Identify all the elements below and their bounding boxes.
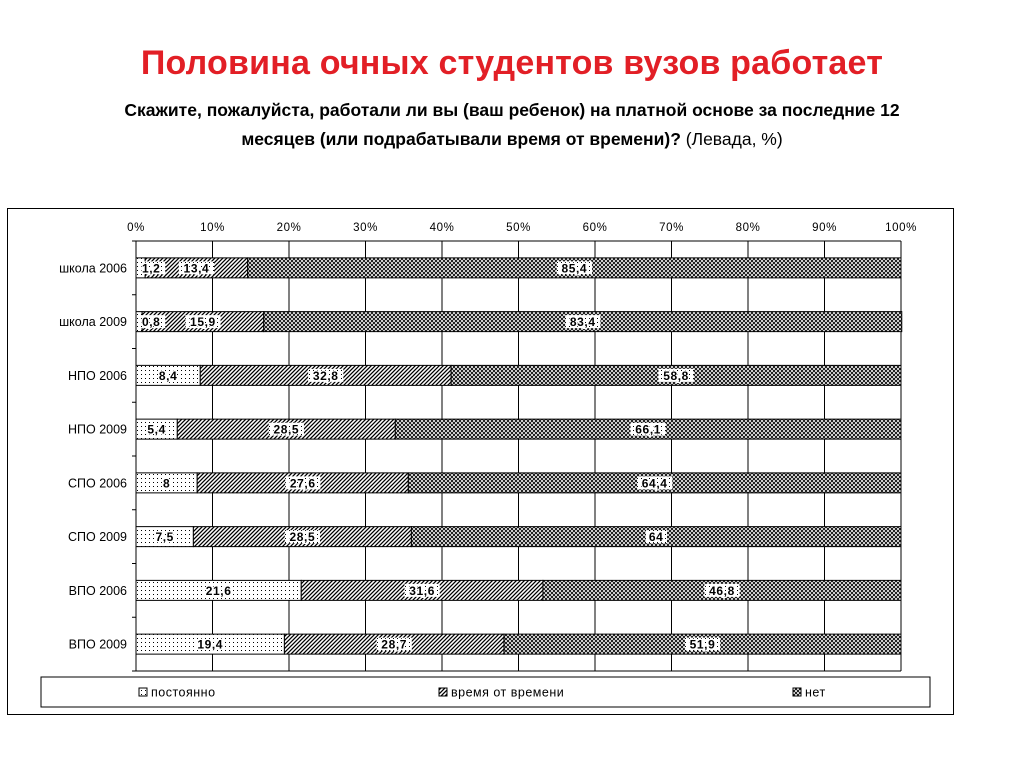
- category-label: НПО 2006: [67, 368, 127, 383]
- data-label: 31,6: [409, 583, 435, 598]
- x-tick-label: 30%: [353, 222, 378, 234]
- data-label: 83,4: [569, 315, 596, 330]
- data-label: 28,7: [381, 637, 408, 652]
- x-tick-label: 20%: [276, 222, 302, 234]
- category-label: школа 2009: [59, 315, 127, 330]
- chart-frame: [7, 208, 954, 715]
- data-label: 13,4: [183, 261, 210, 276]
- survey-question: Скажите, пожалуйста, работали ли вы (ваш ребенок) на платной основе за последние 12 месяцев (или подрабатывали время от времени)?: [124, 100, 900, 149]
- category-label: ВПО 2006: [68, 583, 127, 598]
- legend-swatch-время-от-времени: [439, 688, 447, 696]
- data-label: 64,4: [641, 476, 668, 491]
- data-label: 46,8: [709, 583, 735, 598]
- data-label: 64: [648, 530, 664, 545]
- x-tick-label: 10%: [200, 222, 225, 234]
- x-tick-label: 90%: [812, 222, 837, 234]
- x-tick-label: 0%: [127, 222, 145, 234]
- x-tick-label: 60%: [582, 222, 608, 234]
- data-label: 66,1: [635, 422, 662, 437]
- legend-label: время от времени: [451, 685, 565, 700]
- data-label: 0,8: [141, 315, 161, 330]
- data-label: 5,4: [147, 422, 166, 437]
- data-label: 85,4: [561, 261, 588, 276]
- legend-swatch-постоянно: [139, 688, 147, 696]
- category-label: школа 2006: [59, 261, 127, 276]
- data-label: 19,4: [197, 637, 224, 652]
- slide-title: Половина очных студентов вузов работает: [140, 44, 884, 82]
- category-label: СПО 2006: [67, 476, 127, 491]
- slide-subtitle: [100, 96, 924, 154]
- data-label: 51,9: [689, 637, 716, 652]
- x-tick-label: 40%: [429, 222, 455, 234]
- data-label: 8,4: [158, 368, 178, 383]
- data-label: 27,6: [289, 476, 316, 491]
- category-label: СПО 2009: [67, 530, 127, 545]
- legend-label: постоянно: [151, 685, 216, 700]
- stacked-bar-chart: [8, 209, 953, 714]
- data-label: 58,8: [663, 368, 689, 383]
- data-label: 32,8: [312, 368, 339, 383]
- data-label: 28,5: [289, 530, 316, 545]
- category-label: ВПО 2009: [68, 637, 127, 652]
- category-label: НПО 2009: [67, 422, 127, 437]
- legend-label: нет: [805, 685, 826, 700]
- data-label: 7,5: [155, 530, 174, 545]
- data-label: 15,9: [190, 315, 216, 330]
- x-tick-label: 70%: [659, 222, 684, 234]
- x-tick-label: 50%: [506, 222, 531, 234]
- legend-swatch-нет: [793, 688, 801, 696]
- x-tick-label: 100%: [885, 222, 917, 234]
- data-source: (Левада, %): [680, 129, 783, 149]
- data-label: 28,5: [273, 422, 300, 437]
- data-label: 8: [162, 476, 171, 491]
- data-label: 1,2: [141, 261, 161, 276]
- data-label: 21,6: [205, 583, 232, 598]
- x-tick-label: 80%: [735, 222, 761, 234]
